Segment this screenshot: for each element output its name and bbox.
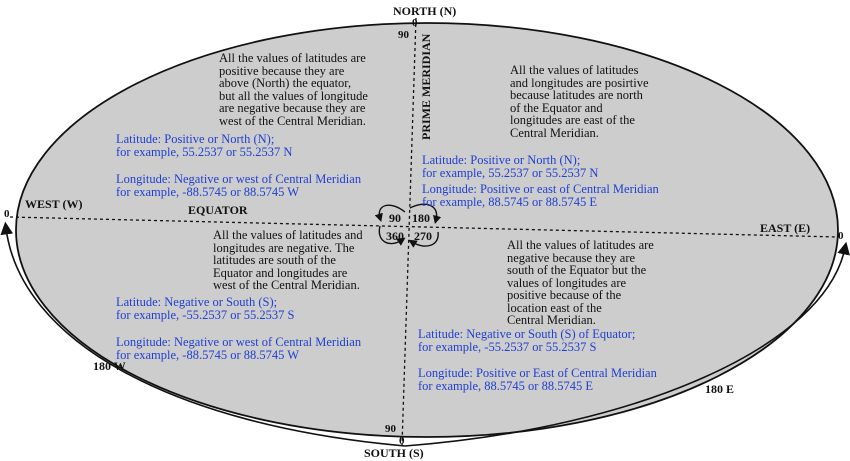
se-latitude: Latitude: Negative or South (S) of Equator; for example, -55.2537 or 55.2537 S xyxy=(418,327,636,354)
south-label: SOUTH (S) xyxy=(364,446,424,460)
ne-latitude: Latitude: Positive or North (N); for example, 55.2537 or 55.2537 N xyxy=(422,153,599,180)
equator-label: EQUATOR xyxy=(188,203,248,217)
nw-longitude: Longitude: Negative or west of Central Meridian for example, -88.5745 or 88.5745 W xyxy=(116,172,362,199)
center-270: 270 xyxy=(414,229,432,243)
prime-meridian-label: PRIME MERIDIAN xyxy=(419,33,433,140)
top-ninety: 90 xyxy=(398,29,409,41)
north-label: NORTH (N) xyxy=(393,4,457,18)
south-zero: 0 xyxy=(399,435,405,447)
sw-longitude: Longitude: Negative or west of Central Meridian for example, -88.5745 or 88.5745 W xyxy=(116,335,362,362)
nw-description: All the values of latitudes are positive because they are above (North) the equator, but all the values of longitude are negative because they are west of the Central Meridian. xyxy=(219,51,368,128)
north-zero: 0 xyxy=(412,17,418,29)
center-360: 360 xyxy=(386,229,404,243)
west-zero: 0 xyxy=(4,208,10,220)
center-ninety: 90 xyxy=(389,211,401,225)
w180-label: 180 W xyxy=(93,359,126,373)
se-description: All the values of latitudes are negative because they are south of the Equator but the values of longitudes are positive because of the location east of the Central Meridian. xyxy=(507,238,654,327)
ne-longitude: Longitude: Positive or east of Central Meridian for example, 88.5745 or 88.5745 E xyxy=(422,182,659,209)
nw-latitude: Latitude: Positive or North (N); for example, 55.2537 or 55.2537 N xyxy=(116,132,293,159)
e180-label: 180 E xyxy=(705,382,735,396)
bottom-ninety: 90 xyxy=(385,423,396,435)
east-zero: 0 xyxy=(838,230,844,242)
sw-description: All the values of latitudes and longitudes are negative. The latitudes are south of the Equator and longitudes are west of the Central Meridian. xyxy=(213,228,363,292)
center-180: 180 xyxy=(412,211,430,225)
west-label: WEST (W) xyxy=(25,197,83,211)
east-label: EAST (E) xyxy=(760,221,811,235)
ne-description: All the values of latitudes and longitudes are posirtive because latitudes are north of the Equator and longitudes are east of the Central Meridian. xyxy=(510,63,649,140)
se-longitude: Longitude: Positive or East of Central Meridian for example, 88.5745 or 88.5745 E xyxy=(418,366,657,393)
sw-latitude: Latitude: Negative or South (S); for example, -55.2537 or 55.2537 S xyxy=(116,295,295,322)
